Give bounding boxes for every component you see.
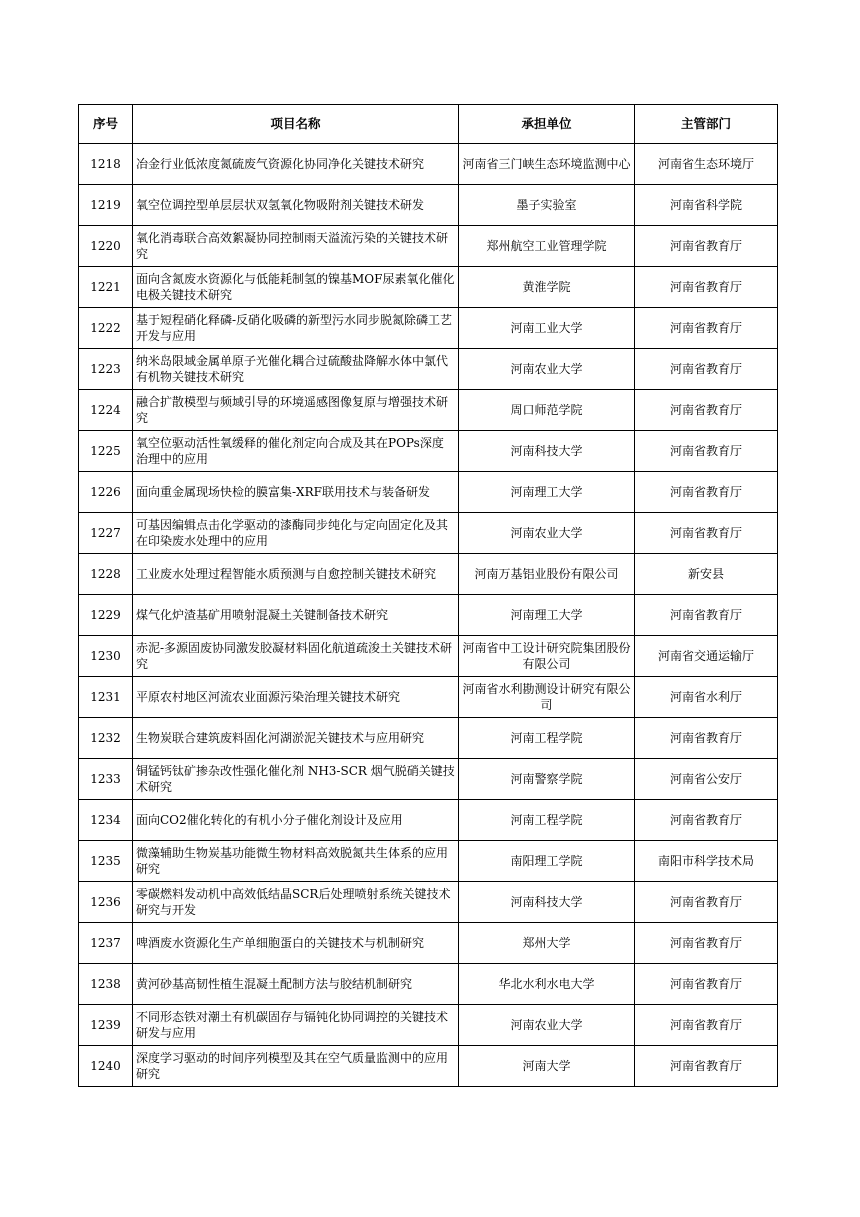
table-row	[79, 636, 778, 677]
header-row	[79, 105, 778, 144]
header-supervising-dept: 主管部门	[635, 105, 778, 144]
header-undertaking-unit: 承担单位	[459, 105, 635, 144]
dept-cell: 河南省教育厅	[635, 595, 778, 636]
serial-cell: 1228	[79, 554, 133, 595]
dept-cell: 河南省教育厅	[635, 431, 778, 472]
table-row	[79, 349, 778, 390]
dept-cell: 河南省教育厅	[635, 964, 778, 1005]
unit-cell: 黄淮学院	[459, 267, 635, 308]
serial-cell: 1239	[79, 1005, 133, 1046]
table-row	[79, 1046, 778, 1087]
table-row	[79, 1005, 778, 1046]
dept-cell: 南阳市科学技术局	[635, 841, 778, 882]
project-name-cell: 啤酒废水资源化生产单细胞蛋白的关键技术与机制研究	[133, 923, 459, 964]
unit-cell: 墨子实验室	[459, 185, 635, 226]
project-name-cell: 铜锰钙钛矿掺杂改性强化催化剂 NH3-SCR 烟气脱硝关键技术研究	[133, 759, 459, 800]
project-name-cell: 煤气化炉渣基矿用喷射混凝土关键制备技术研究	[133, 595, 459, 636]
unit-cell: 河南省三门峡生态环境监测中心	[459, 144, 635, 185]
serial-cell: 1222	[79, 308, 133, 349]
unit-cell: 河南工程学院	[459, 718, 635, 759]
project-name-cell: 赤泥-多源固废协同激发胶凝材料固化航道疏浚土关键技术研究	[133, 636, 459, 677]
dept-cell: 河南省教育厅	[635, 1046, 778, 1087]
dept-cell: 河南省水利厅	[635, 677, 778, 718]
serial-cell: 1235	[79, 841, 133, 882]
project-name-cell: 深度学习驱动的时间序列模型及其在空气质量监测中的应用研究	[133, 1046, 459, 1087]
table-row	[79, 800, 778, 841]
project-name-cell: 基于短程硝化释磷-反硝化吸磷的新型污水同步脱氮除磷工艺开发与应用	[133, 308, 459, 349]
table-row	[79, 144, 778, 185]
unit-cell: 河南省中工设计研究院集团股份有限公司	[459, 636, 635, 677]
table-row	[79, 431, 778, 472]
project-name-cell: 平原农村地区河流农业面源污染治理关键技术研究	[133, 677, 459, 718]
unit-cell: 河南万基铝业股份有限公司	[459, 554, 635, 595]
dept-cell: 河南省教育厅	[635, 513, 778, 554]
serial-cell: 1236	[79, 882, 133, 923]
dept-cell: 新安县	[635, 554, 778, 595]
table-row	[79, 554, 778, 595]
table-row	[79, 759, 778, 800]
dept-cell: 河南省教育厅	[635, 923, 778, 964]
project-name-cell: 工业废水处理过程智能水质预测与自愈控制关键技术研究	[133, 554, 459, 595]
unit-cell: 河南农业大学	[459, 1005, 635, 1046]
table-row	[79, 390, 778, 431]
unit-cell: 河南工程学院	[459, 800, 635, 841]
table-row	[79, 267, 778, 308]
dept-cell: 河南省公安厅	[635, 759, 778, 800]
project-name-cell: 面向CO2催化转化的有机小分子催化剂设计及应用	[133, 800, 459, 841]
unit-cell: 河南科技大学	[459, 431, 635, 472]
serial-cell: 1221	[79, 267, 133, 308]
table-row	[79, 964, 778, 1005]
table-row	[79, 226, 778, 267]
unit-cell: 河南警察学院	[459, 759, 635, 800]
table-row	[79, 841, 778, 882]
serial-cell: 1231	[79, 677, 133, 718]
project-name-cell: 可基因编辑点击化学驱动的漆酶同步纯化与定向固定化及其在印染废水处理中的应用	[133, 513, 459, 554]
project-name-cell: 不同形态铁对潮土有机碳固存与镉钝化协同调控的关键技术研发与应用	[133, 1005, 459, 1046]
dept-cell: 河南省教育厅	[635, 718, 778, 759]
serial-cell: 1232	[79, 718, 133, 759]
serial-cell: 1218	[79, 144, 133, 185]
table-row	[79, 595, 778, 636]
table-row	[79, 718, 778, 759]
table-row	[79, 308, 778, 349]
serial-cell: 1227	[79, 513, 133, 554]
serial-cell: 1219	[79, 185, 133, 226]
unit-cell: 河南科技大学	[459, 882, 635, 923]
project-name-cell: 生物炭联合建筑废料固化河湖淤泥关键技术与应用研究	[133, 718, 459, 759]
project-name-cell: 冶金行业低浓度氮硫废气资源化协同净化关键技术研究	[133, 144, 459, 185]
serial-cell: 1237	[79, 923, 133, 964]
table-row	[79, 677, 778, 718]
dept-cell: 河南省生态环境厅	[635, 144, 778, 185]
unit-cell: 河南省水利勘测设计研究有限公司	[459, 677, 635, 718]
serial-cell: 1225	[79, 431, 133, 472]
unit-cell: 河南大学	[459, 1046, 635, 1087]
unit-cell: 华北水利水电大学	[459, 964, 635, 1005]
project-name-cell: 纳米岛限域金属单原子光催化耦合过硫酸盐降解水体中氯代有机物关键技术研究	[133, 349, 459, 390]
unit-cell: 周口师范学院	[459, 390, 635, 431]
dept-cell: 河南省教育厅	[635, 349, 778, 390]
unit-cell: 河南工业大学	[459, 308, 635, 349]
serial-cell: 1230	[79, 636, 133, 677]
project-name-cell: 融合扩散模型与频域引导的环境遥感图像复原与增强技术研究	[133, 390, 459, 431]
dept-cell: 河南省教育厅	[635, 226, 778, 267]
project-name-cell: 氧空位驱动活性氧缓释的催化剂定向合成及其在POPs深度治理中的应用	[133, 431, 459, 472]
dept-cell: 河南省教育厅	[635, 267, 778, 308]
project-name-cell: 面向含氮废水资源化与低能耗制氢的镍基MOF尿素氧化催化电极关键技术研究	[133, 267, 459, 308]
table-row	[79, 513, 778, 554]
unit-cell: 河南农业大学	[459, 349, 635, 390]
table-row	[79, 923, 778, 964]
serial-cell: 1220	[79, 226, 133, 267]
dept-cell: 河南省科学院	[635, 185, 778, 226]
table-row	[79, 472, 778, 513]
dept-cell: 河南省教育厅	[635, 1005, 778, 1046]
project-name-cell: 零碳燃料发动机中高效低结晶SCR后处理喷射系统关键技术研究与开发	[133, 882, 459, 923]
project-name-cell: 微藻辅助生物炭基功能微生物材料高效脱氮共生体系的应用研究	[133, 841, 459, 882]
project-name-cell: 氧化消毒联合高效絮凝协同控制雨天溢流污染的关键技术研究	[133, 226, 459, 267]
project-name-cell: 面向重金属现场快检的膜富集-XRF联用技术与装备研发	[133, 472, 459, 513]
dept-cell: 河南省教育厅	[635, 882, 778, 923]
table-row	[79, 882, 778, 923]
serial-cell: 1233	[79, 759, 133, 800]
unit-cell: 河南理工大学	[459, 472, 635, 513]
unit-cell: 郑州大学	[459, 923, 635, 964]
table-row	[79, 185, 778, 226]
serial-cell: 1223	[79, 349, 133, 390]
unit-cell: 郑州航空工业管理学院	[459, 226, 635, 267]
unit-cell: 河南农业大学	[459, 513, 635, 554]
serial-cell: 1234	[79, 800, 133, 841]
dept-cell: 河南省教育厅	[635, 472, 778, 513]
dept-cell: 河南省教育厅	[635, 800, 778, 841]
unit-cell: 南阳理工学院	[459, 841, 635, 882]
dept-cell: 河南省交通运输厅	[635, 636, 778, 677]
serial-cell: 1226	[79, 472, 133, 513]
unit-cell: 河南理工大学	[459, 595, 635, 636]
dept-cell: 河南省教育厅	[635, 308, 778, 349]
project-name-cell: 氧空位调控型单层层状双氢氧化物吸附剂关键技术研发	[133, 185, 459, 226]
serial-cell: 1238	[79, 964, 133, 1005]
project-name-cell: 黄河砂基高韧性植生混凝土配制方法与胶结机制研究	[133, 964, 459, 1005]
project-table	[78, 104, 778, 1087]
dept-cell: 河南省教育厅	[635, 390, 778, 431]
serial-cell: 1229	[79, 595, 133, 636]
header-serial: 序号	[79, 105, 133, 144]
header-project-name: 项目名称	[133, 105, 459, 144]
serial-cell: 1224	[79, 390, 133, 431]
serial-cell: 1240	[79, 1046, 133, 1087]
